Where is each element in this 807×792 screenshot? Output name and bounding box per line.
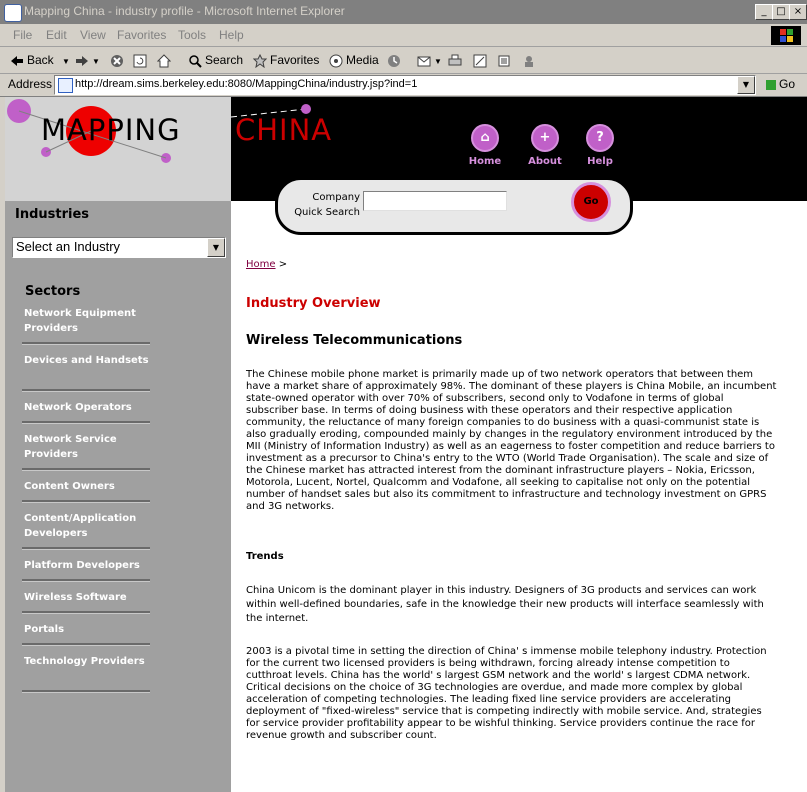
mail-button[interactable] [417,51,442,69]
home-icon [157,54,171,68]
web-page [5,97,807,792]
breadcrumb-home-link[interactable]: Home [246,259,276,270]
menu-tools[interactable]: Tools [178,28,207,42]
menu-view[interactable]: View [80,28,106,42]
banner-left [5,97,231,201]
breadcrumb-separator: > [278,259,288,270]
overview-heading: Industry Overview [246,296,381,311]
industry-select[interactable] [12,237,226,258]
sector-content-owners[interactable]: Content Owners [24,481,115,492]
address-url[interactable]: http://dream.sims.berkeley.edu:8080/MappingChina/industry.jsp?ind=1 [75,78,418,90]
divider [22,643,150,646]
sector-network-operators[interactable]: Network Operators [24,402,132,413]
forward-dropdown-icon[interactable]: ▼ [92,57,100,66]
company-quick-search [275,177,633,235]
refresh-icon [133,54,147,68]
sector-content-application-developers[interactable]: Content/Application Developers [24,513,137,539]
menu-favorites[interactable]: Favorites [117,28,167,42]
divider [22,500,150,503]
favorites-label: Favorites [270,53,320,67]
address-dropdown-icon[interactable]: ▼ [737,76,755,94]
sector-wireless-software[interactable]: Wireless Software [24,592,127,603]
toolbar [0,47,807,74]
favorites-star-icon [253,54,267,68]
search-label: Search [205,53,244,67]
sector-network-equipment-providers[interactable]: Network Equipment Providers [24,308,136,334]
logo-china-wrap[interactable] [235,113,332,147]
company-search-label: Company Quick Search [294,192,360,218]
logo-china: CHINA [235,113,333,147]
page-icon [58,78,73,93]
go-arrow-icon [766,80,776,90]
menu-help[interactable]: Help [219,28,244,42]
nav-home-label: Home [468,156,502,167]
forward-button[interactable] [75,51,100,69]
divider [22,579,150,582]
help-glyph: ? [596,130,604,145]
window-title-bar [0,0,807,24]
ie-icon [4,4,22,22]
menu-file[interactable]: File [13,28,33,42]
home-glyph: ⌂ [480,130,490,145]
divider [22,611,150,614]
print-button[interactable] [448,51,465,69]
divider [22,389,150,392]
about-glyph: + [539,130,551,145]
divider [22,468,150,471]
sector-platform-developers[interactable]: Platform Developers [24,560,140,571]
nav-about-label: About [528,156,562,167]
address-input[interactable] [54,75,756,95]
close-button[interactable]: × [789,4,807,20]
chevron-down-icon[interactable]: ▼ [207,238,225,257]
nav-help[interactable] [570,124,630,167]
discuss-icon [497,54,511,68]
stop-icon [110,54,124,68]
favorites-button[interactable] [253,51,319,69]
help-icon [586,124,614,152]
address-go-button[interactable] [766,77,795,91]
logo-mapping: MAPPING [41,113,181,147]
sectors-heading: Sectors [25,284,81,299]
sector-technology-providers[interactable]: Technology Providers [24,656,145,667]
sector-portals[interactable]: Portals [24,624,65,635]
menu-edit[interactable]: Edit [46,28,67,42]
search-icon [188,54,202,68]
refresh-button[interactable] [133,51,150,69]
window-title: Mapping China - industry profile - Microsoft Internet Explorer [24,4,345,18]
print-icon [448,54,462,68]
divider [22,342,150,345]
messenger-button[interactable] [522,51,539,69]
back-button[interactable] [10,51,70,69]
windows-logo-icon [771,26,801,45]
mail-dropdown-icon[interactable]: ▼ [434,57,442,66]
divider [22,690,150,693]
divider [22,547,150,550]
sidebar [5,201,231,792]
breadcrumb [246,259,287,270]
trend-paragraph-2: 2003 is a pivotal time in setting the direction of China' s immense mobile telephony industry. Protection for the current two licensed providers is being withdrawn, forcing already intense competition to cutthroat levels. China has the world' s largest GSM network and the world' s largest CDMA network. Critical decisions on the choice of 3G technologies are overdue, and made more complex by global acceleration of competing technologies. The leading fixed line service providers are accelerating deployment of "fixed-wireless" service that is competing indirectly with mobile service. And, strategies for service provider profitability appear to be wishful thinking. Service providers continue the race for revenue growth and subscriber count. [246,646,767,741]
messenger-icon [522,54,536,68]
media-label: Media [346,53,379,67]
minimize-button[interactable]: _ [755,4,773,20]
industry-title: Wireless Telecommunications [246,333,463,348]
intro-paragraph: The Chinese mobile phone market is primarily made up of two network operators that between them have a market share of approximately 98%. The dominant of these players is China Mobile, an incumbent state-owned operator with over 70% of subscribers, second only to Vodafone in terms of global subscriber base. In terms of doing business with these operators and their respective application community, the reluctance of many foreign companies to do business with a quasi-communist state is also gradually eroding, compounded mainly by changes in the regulatory environment introduced by the MII (Ministry of Information Industry) as well as an eagerness to foster competition and reduce barriers to investment as a precursor to China's entry to the WTO (World Trade Organisation). The scale and size of the Chinese market has attracted interest from the dominant infrastructure players – Nokia, Ericsson, Motorola, Lucent, Nortel, Qualcomm and Vodafone, all seeking to capitalise not only on the potential number of handset sales but also its commitment to infrastructure and technology investment on GPRS and 3G networks. [246,369,777,512]
back-arrow-icon [10,54,24,68]
industry-select-value: Select an Industry [16,239,121,254]
nav-help-label: Help [587,156,613,167]
mail-icon [417,54,431,68]
company-search-input[interactable] [363,191,507,211]
history-button[interactable] [387,51,404,69]
site-logo[interactable] [41,113,181,147]
nav-home[interactable] [455,124,515,167]
search-button[interactable] [188,51,243,69]
industries-heading: Industries [15,207,90,222]
trends-heading: Trends [246,551,284,562]
history-icon [387,54,401,68]
back-label: Back [27,53,54,67]
nav-about[interactable] [515,124,575,167]
address-go-label: Go [779,77,796,91]
media-button[interactable] [329,51,379,69]
trend-paragraph-1: China Unicom is the dominant player in this industry. Designers of 3G products and services can work within well-defined boundaries, safe in the knowledge their new products will interface seamlessly with the internet. [246,585,764,624]
about-icon [531,124,559,152]
home-button[interactable] [157,51,174,69]
address-bar [0,74,807,97]
edit-button[interactable] [473,51,490,69]
search-go-button[interactable]: Go [571,182,611,222]
home-icon [471,124,499,152]
stop-button[interactable] [110,51,127,69]
address-label: Address [8,77,53,91]
forward-arrow-icon [75,54,89,68]
divider [22,421,150,424]
sector-network-service-providers[interactable]: Network Service Providers [24,434,117,460]
sector-devices-and-handsets[interactable]: Devices and Handsets [24,355,149,366]
menu-bar [0,24,807,47]
discuss-button[interactable] [497,51,514,69]
maximize-button[interactable]: □ [772,4,790,20]
media-icon [329,54,343,68]
back-dropdown-icon[interactable]: ▼ [62,57,70,66]
edit-icon [473,54,487,68]
